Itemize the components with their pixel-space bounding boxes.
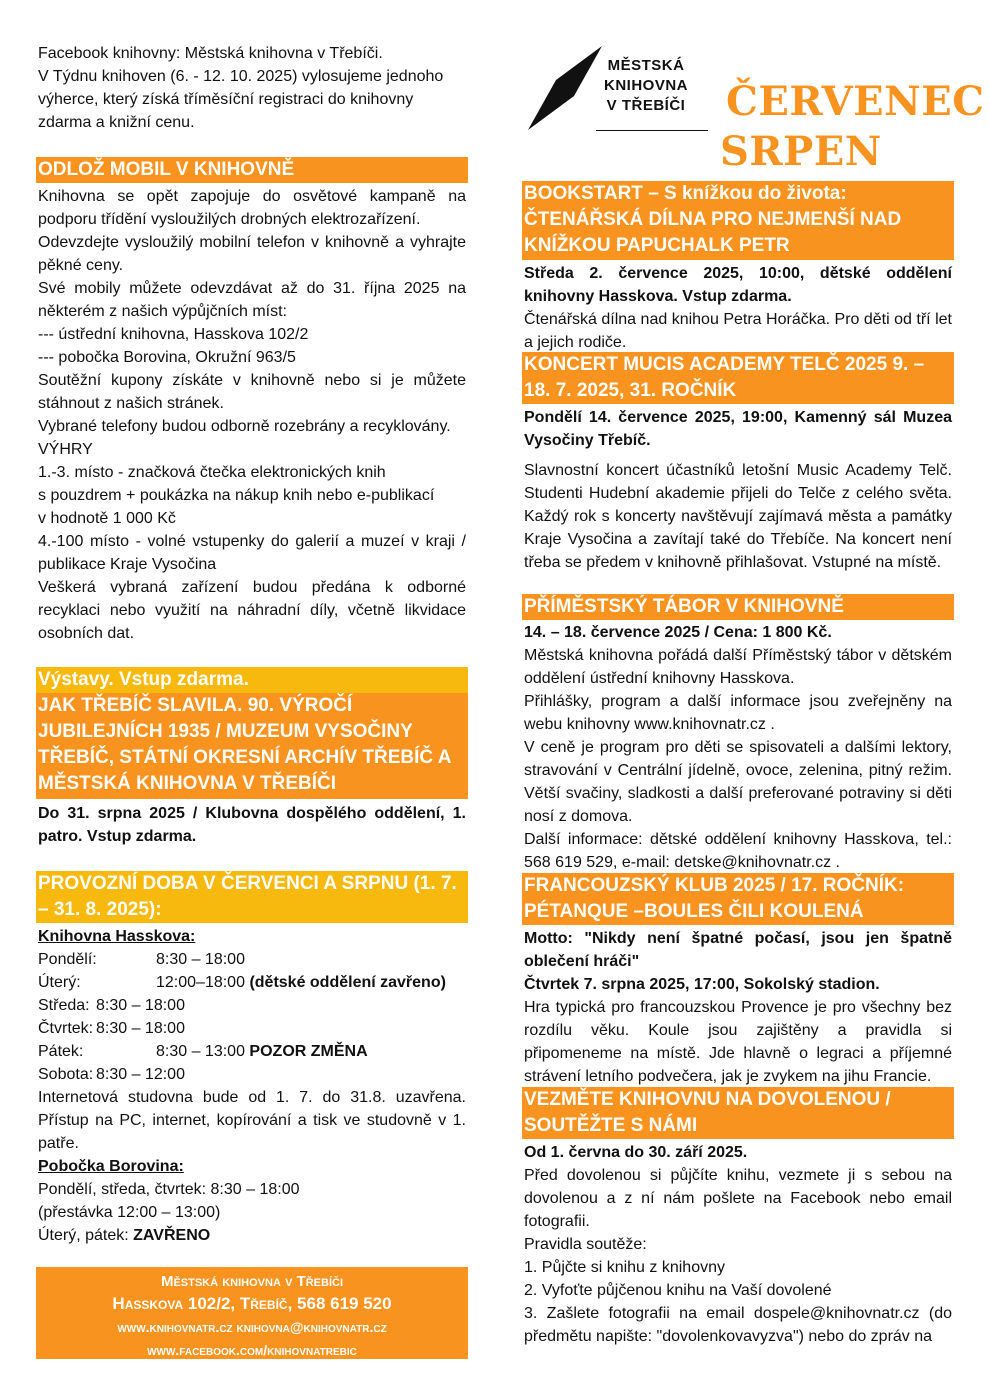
hours-day: Pondělí:	[38, 951, 97, 968]
hours-day: Čtvrtek:	[38, 1020, 94, 1037]
tabor-heading: PŘÍMĚSTSKÝ TÁBOR V KNIHOVNĚ	[522, 594, 954, 620]
mobil-paragraph: Soutěžní kupony získáte v knihovně nebo si je můžete stáhnout z našich stránek.	[38, 372, 466, 412]
koncert-info: Pondělí 14. července 2025, 19:00, Kamenný sál Muzea Vysočiny Třebíč.	[524, 409, 952, 449]
mobil-paragraph: Vybrané telefony budou odborně rozebrány a recyklovány.	[38, 418, 451, 435]
dovolena-rule: 3. Zašlete fotografii na email dospele@knihovnatr.cz (do předmětu napište: "dovolenkovavyzva") nebo do zpráv na	[524, 1305, 952, 1345]
hours-heading: PROVOZNÍ DOBA V ČERVENCI A SRPNU (1. 7. – 31. 8. 2025):	[36, 871, 468, 923]
month-title-1: ČERVENEC	[726, 78, 985, 125]
hours-time: 8:30 – 13:00	[156, 1043, 245, 1060]
klub-info: Čtvrtek 7. srpna 2025, 17:00, Sokolský stadion.	[524, 976, 880, 993]
borovina-line: Pondělí, středa, čtvrtek: 8:30 – 18:00	[38, 1181, 300, 1198]
tabor-paragraph: Městská knihovna pořádá další Příměstský tábor v dětském oddělení ústřední knihovny Hasskova.	[524, 647, 952, 687]
mobil-place: --- ústřední knihovna, Hasskova 102/2	[38, 326, 309, 343]
vystavy-heading: JAK TŘEBÍČ SLAVILA. 90. VÝROČÍ JUBILEJNÍCH 1935 / MUZEUM VYSOČINY TŘEBÍČ, STÁTNÍ OKRESNÍ ARCHÍV TŘEBÍČ A MĚSTSKÁ KNIHOVNA V TŘEBÍČI	[36, 693, 468, 799]
intro-line: výherce, který získá tříměsíční registraci do knihovny	[38, 91, 414, 108]
klub-motto: Motto: "Nikdy není špatné počasí, jsou jen špatně oblečení hráči"	[524, 930, 952, 970]
mobil-paragraph: Veškerá vybraná zařízení budou předána k odborné recyklaci nebo využití na náhradní díly, včetně likvidace osobních dat.	[38, 579, 466, 642]
hours-day: Pátek:	[38, 1043, 84, 1060]
hours-day: Sobota:	[38, 1066, 94, 1083]
intro-text	[38, 42, 466, 134]
hours-note: (dětské oddělení zavřeno)	[249, 974, 446, 991]
bookstart-info: Středa 2. července 2025, 10:00, dětské oddělení knihovny Hasskova. Vstup zdarma.	[524, 265, 952, 305]
hours-time: 8:30 – 18:00	[156, 951, 245, 968]
mobil-body	[38, 185, 466, 645]
vystavy-info: Do 31. srpna 2025 / Klubovna dospělého oddělení, 1. patro. Vstup zdarma.	[38, 805, 466, 845]
tabor-body	[524, 621, 952, 874]
hours-row	[38, 1017, 466, 1040]
intro-line: zdarma a knižní cenu.	[38, 114, 195, 131]
mobil-place: --- pobočka Borovina, Okružní 963/5	[38, 349, 296, 366]
borovina-days: Úterý, pátek:	[38, 1227, 129, 1244]
dovolena-body	[524, 1141, 952, 1348]
footer-name: Městská knihovna v Třebíči	[160, 1273, 344, 1290]
koncert-heading: KONCERT MUCIS ACADEMY TELČ 2025 9. – 18. 7. 2025, 31. ROČNÍK	[522, 352, 954, 404]
hours-day: Středa:	[38, 997, 90, 1014]
footer-contact	[36, 1267, 468, 1359]
dovolena-info: Od 1. června do 30. září 2025.	[524, 1144, 748, 1161]
vystavy-label: Výstavy. Vstup zdarma.	[36, 667, 468, 693]
intro-line: V Týdnu knihoven (6. - 12. 10. 2025) vylosujeme jednoho	[38, 68, 444, 85]
month-title-2: SRPEN	[720, 128, 882, 175]
borovina-line: (přestávka 12:00 – 13:00)	[38, 1204, 221, 1221]
borovina-label: Pobočka Borovina:	[38, 1158, 184, 1175]
hours-body	[38, 925, 466, 1247]
logo-line: V TŘEBÍČI	[606, 97, 686, 114]
prize-line: 1.-3. místo - značková čtečka elektronických knih	[38, 464, 386, 481]
borovina-closed: ZAVŘENO	[133, 1227, 211, 1244]
mobil-paragraph: Své mobily můžete odevzdávat až do 31. října 2025 na některém z našich výpůjčních míst:	[38, 280, 466, 320]
tabor-info: 14. – 18. července 2025 / Cena: 1 800 Kč.	[524, 624, 832, 641]
hours-row	[38, 994, 466, 1017]
footer-web-link[interactable]: www.knihovnatr.cz knihovna@knihovnatr.cz	[117, 1319, 387, 1335]
tabor-paragraph: Přihlášky, program a další informace jsou zveřejněny na webu knihovny www.knihovnatr.cz .	[524, 693, 952, 733]
hours-row	[38, 971, 466, 994]
koncert-body	[524, 406, 952, 574]
footer-address: Hasskova 102/2, Třebíč, 568 619 520	[112, 1294, 392, 1313]
klub-body	[524, 927, 952, 1088]
logo-text	[604, 56, 688, 116]
logo-underline	[596, 130, 708, 131]
koncert-desc: Slavnostní koncert účastníků letošní Music Academy Telč. Studenti Hudební akademie přijeli do Telče z celého světa. Každý rok s koncerty navštěvují zajímavá města a památky Kraje Vysočina a zavítají také do Třebíče. Na koncert není třeba se předem v knihovně přihlašovat. Vstupné na místě.	[524, 462, 952, 571]
prize-line: v hodnotě 1 000 Kč	[38, 510, 176, 527]
bookstart-desc: Čtenářská dílna nad knihou Petra Horáčka. Pro děti od tří let a jejich rodiče.	[524, 311, 952, 351]
logo-line: MĚSTSKÁ	[607, 57, 685, 74]
dovolena-rules-title: Pravidla soutěže:	[524, 1236, 647, 1253]
hours-time: 8:30 – 12:00	[96, 1066, 185, 1083]
hours-row	[38, 1063, 466, 1086]
hours-row	[38, 1040, 466, 1063]
bookstart-body	[524, 262, 952, 354]
bookstart-heading: BOOKSTART – S knížkou do života: ČTENÁŘSKÁ DÍLNA PRO NEJMENŠÍ NAD KNÍŽKOU PAPUCHALK PETR	[522, 181, 954, 260]
hours-day: Úterý:	[38, 974, 81, 991]
internet-note: Internetová studovna bude od 1. 7. do 31.8. uzavřena. Přístup na PC, internet, kopírování a tisk ve studovně v 1. patře.	[38, 1089, 466, 1152]
hours-time: 12:00–18:00	[156, 974, 245, 991]
hours-note: POZOR ZMĚNA	[249, 1043, 368, 1060]
tabor-paragraph: V ceně je program pro děti se spisovateli a dalšími lektory, stravování v Centrální jídelně, ovoce, zelenina, pitný režim. Větší svačiny, sladkosti a další preferované potraviny si děti nosí z domova.	[524, 739, 952, 825]
prize-line: 4.-100 místo - volné vstupenky do galerií a muzeí v kraji / publikace Kraje Vysočina	[38, 533, 466, 573]
dovolena-heading: VEZMĚTE KNIHOVNU NA DOVOLENOU / SOUTĚŽTE S NÁMI	[522, 1087, 954, 1139]
prize-line: s pouzdrem + poukázka na nákup knih nebo e-publikací	[38, 487, 435, 504]
mobil-paragraph: Knihovna se opět zapojuje do osvětové kampaně na podporu třídění vysloužilých drobných elektrozařízení.	[38, 188, 466, 228]
hours-time: 8:30 – 18:00	[96, 1020, 185, 1037]
hasskova-label: Knihovna Hasskova:	[38, 928, 196, 945]
klub-heading: FRANCOUZSKÝ KLUB 2025 / 17. ROČNÍK: PÉTANQUE –BOULES ČILI KOULENÁ	[522, 873, 954, 925]
dovolena-rule: 1. Půjčte si knihu z knihovny	[524, 1259, 725, 1276]
dovolena-rule: 2. Vyfoťte půjčenou knihu na Vaší dovolené	[524, 1282, 832, 1299]
footer-facebook-link[interactable]: www.facebook.com/knihovnatrebic	[147, 1342, 357, 1358]
logo-line: KNIHOVNA	[604, 77, 689, 94]
mobil-heading: ODLOŽ MOBIL V KNIHOVNĚ	[36, 157, 468, 183]
hours-row	[38, 948, 466, 971]
hours-time: 8:30 – 18:00	[96, 997, 185, 1014]
prizes-title: VÝHRY	[38, 441, 93, 458]
mobil-paragraph: Odevzdejte vysloužilý mobilní telefon v knihovně a vyhrajte pěkné ceny.	[38, 234, 466, 274]
dovolena-paragraph: Před dovolenou si půjčíte knihu, vezmete ji s sebou na dovolenou a z ní nám pošlete na Facebook nebo email fotografii.	[524, 1167, 952, 1230]
quill-icon	[526, 44, 606, 134]
intro-line: Facebook knihovny: Městská knihovna v Třebíči.	[38, 45, 383, 62]
library-logo	[526, 44, 706, 134]
klub-desc: Hra typická pro francouzskou Provence je pro všechny bez rozdílu věku. Koule jsou zajištěny a pravidla si připomeneme na místě. Jde hlavně o legraci a příjemné strávení letního podvečera, jak je zvykem na jihu Francie.	[524, 999, 952, 1085]
borovina-line	[38, 1224, 466, 1247]
tabor-paragraph: Další informace: dětské oddělení knihovny Hasskova, tel.: 568 619 529, e-mail: detske@knihovnatr.cz .	[524, 831, 952, 871]
